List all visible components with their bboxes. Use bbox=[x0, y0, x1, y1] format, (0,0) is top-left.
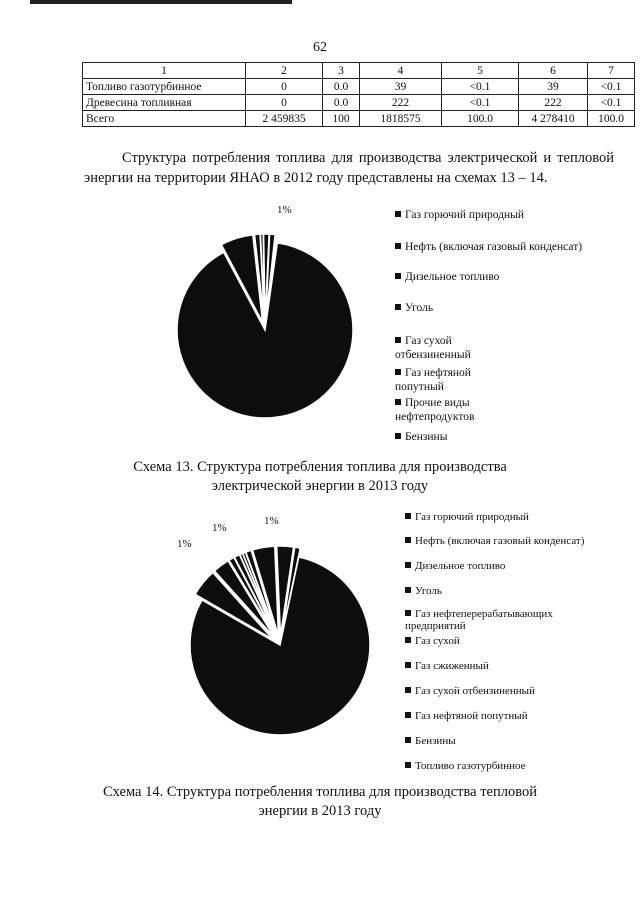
table-header-cell: 3 bbox=[323, 63, 360, 79]
body-paragraph bbox=[84, 148, 614, 188]
legend-item bbox=[405, 659, 625, 673]
table-cell: 4 278410 bbox=[519, 111, 588, 127]
legend-marker-icon bbox=[405, 610, 411, 616]
legend-marker-icon bbox=[405, 687, 411, 693]
table-header-row bbox=[83, 63, 635, 79]
legend-marker-icon bbox=[395, 304, 401, 310]
pie-percent-label: 1% bbox=[277, 204, 292, 216]
table-cell: Всего bbox=[83, 111, 246, 127]
legend-marker-icon bbox=[405, 762, 411, 768]
table-header-cell: 7 bbox=[588, 63, 635, 79]
legend-label: Газ сухой отбензиненный bbox=[395, 335, 471, 361]
table-row bbox=[83, 111, 635, 127]
legend-item bbox=[395, 301, 595, 315]
legend-marker-icon bbox=[405, 712, 411, 718]
legend-item bbox=[395, 366, 495, 394]
legend-marker-icon bbox=[395, 337, 401, 343]
pie-percent-label: 1% bbox=[212, 522, 227, 534]
table-cell: 0.0 bbox=[323, 95, 360, 111]
pie-percent-label: 1% bbox=[264, 515, 279, 527]
table-row bbox=[83, 79, 635, 95]
legend-marker-icon bbox=[395, 369, 401, 375]
legend-marker-icon bbox=[405, 537, 411, 543]
table-cell: 2 459835 bbox=[246, 111, 323, 127]
legend-label: Уголь bbox=[405, 302, 434, 314]
chart13-caption: Схема 13. Структура потребления топлива для производства электрической энергии в 2013 году bbox=[133, 459, 507, 494]
legend-marker-icon bbox=[395, 399, 401, 405]
legend-marker-icon bbox=[405, 562, 411, 568]
legend-item bbox=[405, 634, 625, 648]
legend-label: Газ нефтяной попутный bbox=[415, 710, 528, 722]
table-cell: 39 bbox=[360, 79, 442, 95]
body-paragraph-text: Структура потребления топлива для производства электрической и тепловой энергии на территории ЯНАО в 2012 году представлены на схемах 13 – 14. bbox=[84, 150, 614, 186]
legend-item bbox=[395, 208, 595, 222]
table-cell: 100.0 bbox=[442, 111, 519, 127]
legend-item bbox=[395, 334, 495, 362]
legend-label: Нефть (включая газовый конденсат) bbox=[405, 241, 583, 253]
pie-chart-14 bbox=[170, 515, 380, 755]
legend-label: Газ сухой отбензиненный bbox=[415, 685, 535, 697]
legend-item bbox=[395, 240, 595, 254]
legend-label: Топливо газотурбинное bbox=[415, 760, 526, 772]
legend-label: Прочие виды нефтепродуктов bbox=[395, 397, 475, 423]
legend-item bbox=[405, 734, 625, 748]
pie-percent-label: 1% bbox=[177, 538, 192, 550]
legend-item bbox=[405, 584, 625, 598]
legend-marker-icon bbox=[405, 737, 411, 743]
legend-marker-icon bbox=[395, 243, 401, 249]
legend-label: Газ сухой bbox=[415, 635, 460, 647]
legend-item bbox=[405, 534, 625, 548]
legend-item bbox=[405, 684, 625, 698]
table-cell: 39 bbox=[519, 79, 588, 95]
top-rule bbox=[30, 0, 292, 4]
chart14-caption: Схема 14. Структура потребления топлива для производства тепловой энергии в 2013 году bbox=[102, 784, 537, 819]
table-header-cell: 6 bbox=[519, 63, 588, 79]
table-cell: 0.0 bbox=[323, 79, 360, 95]
table-row bbox=[83, 95, 635, 111]
table-cell: <0.1 bbox=[442, 95, 519, 111]
legend-item bbox=[405, 510, 625, 524]
legend-label: Дизельное топливо bbox=[415, 560, 506, 572]
table-header-cell: 4 bbox=[360, 63, 442, 79]
legend-label: Бензины bbox=[415, 735, 456, 747]
legend-label: Уголь bbox=[415, 585, 442, 597]
legend-item bbox=[405, 608, 575, 632]
legend-item bbox=[395, 396, 505, 424]
legend-marker-icon bbox=[405, 587, 411, 593]
legend-marker-icon bbox=[405, 513, 411, 519]
legend-marker-icon bbox=[405, 637, 411, 643]
table-cell: <0.1 bbox=[442, 79, 519, 95]
table-cell: Древесина топливная bbox=[83, 95, 246, 111]
page-number: 62 bbox=[313, 40, 327, 55]
legend-label: Бензины bbox=[405, 431, 448, 443]
legend-item bbox=[405, 559, 625, 573]
legend-label: Газ сжиженный bbox=[415, 660, 489, 672]
legend-marker-icon bbox=[395, 273, 401, 279]
legend-marker-icon bbox=[395, 211, 401, 217]
legend-item bbox=[405, 709, 625, 723]
table-cell: 1818575 bbox=[360, 111, 442, 127]
table-cell: 100 bbox=[323, 111, 360, 127]
fuel-table bbox=[82, 62, 635, 127]
legend-marker-icon bbox=[405, 662, 411, 668]
legend-marker-icon bbox=[395, 433, 401, 439]
legend-item bbox=[395, 430, 595, 444]
legend-label: Нефть (включая газовый конденсат) bbox=[415, 535, 585, 547]
table-cell: 0 bbox=[246, 95, 323, 111]
table-cell: 100.0 bbox=[588, 111, 635, 127]
legend-label: Газ нефтяной попутный bbox=[395, 367, 471, 393]
table-cell: 0 bbox=[246, 79, 323, 95]
legend-item bbox=[405, 759, 625, 773]
table-header-cell: 1 bbox=[83, 63, 246, 79]
pie-chart-13 bbox=[170, 205, 370, 430]
legend-label: Газ горючий природный bbox=[415, 511, 529, 523]
legend-label: Газ нефтеперерабатывающих предприятий bbox=[405, 608, 553, 632]
table-cell: 222 bbox=[360, 95, 442, 111]
table-header-cell: 2 bbox=[246, 63, 323, 79]
table-cell: 222 bbox=[519, 95, 588, 111]
table-cell: <0.1 bbox=[588, 79, 635, 95]
legend-label: Дизельное топливо bbox=[405, 271, 500, 283]
table-cell: Топливо газотурбинное bbox=[83, 79, 246, 95]
table-cell: <0.1 bbox=[588, 95, 635, 111]
table-header-cell: 5 bbox=[442, 63, 519, 79]
legend-item bbox=[395, 270, 595, 284]
legend-label: Газ горючий природный bbox=[405, 209, 525, 221]
